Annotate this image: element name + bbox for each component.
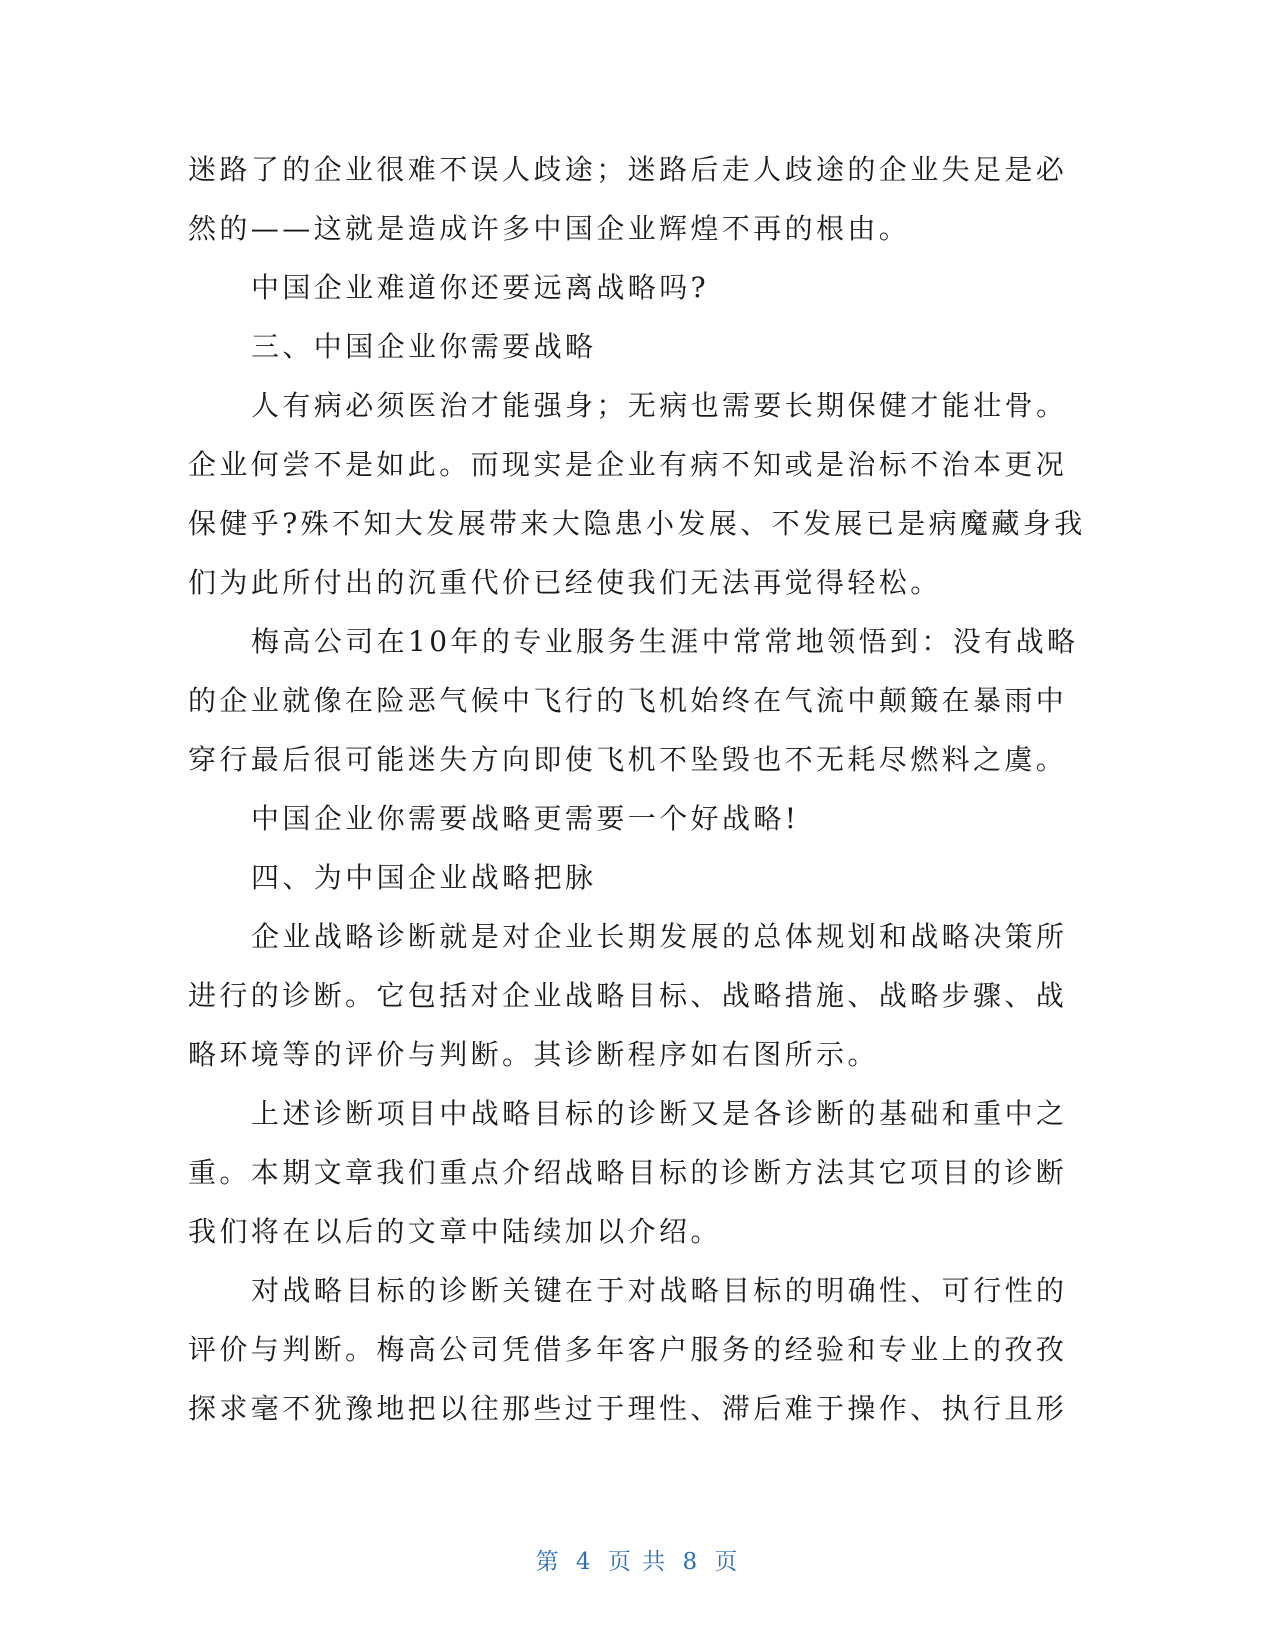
current-page-number: 4 <box>575 1549 593 1575</box>
text-line: 保健乎?殊不知大发展带来大隐患小发展、不发展已是病魔藏身我 <box>188 507 1086 540</box>
total-pages-number: 8 <box>682 1549 700 1575</box>
text-line: 人有病必须医治才能强身；无病也需要长期保健才能壮骨。 <box>251 389 1068 422</box>
text-line: 上述诊断项目中战略目标的诊断又是各诊断的基础和重中之 <box>251 1097 1068 1130</box>
text-line: 重。本期文章我们重点介绍战略目标的诊断方法其它项目的诊断 <box>188 1156 1068 1189</box>
section-heading: 四、为中国企业战略把脉 <box>251 861 597 894</box>
text-line: 对战略目标的诊断关键在于对战略目标的明确性、可行性的 <box>251 1274 1068 1307</box>
page-footer <box>0 1543 1275 1576</box>
text-line: 企业何尝不是如此。而现实是企业有病不知或是治标不治本更况 <box>188 448 1068 481</box>
text-line: 评价与判断。梅高公司凭借多年客户服务的经验和专业上的孜孜 <box>188 1333 1068 1366</box>
text-line: 企业战略诊断就是对企业长期发展的总体规划和战略决策所 <box>251 920 1068 953</box>
text-line: 探求毫不犹豫地把以往那些过于理性、滞后难于操作、执行且形 <box>188 1392 1068 1425</box>
text-line: 中国企业你需要战略更需要一个好战略! <box>251 802 800 835</box>
text-line: 穿行最后很可能迷失方向即使飞机不坠毁也不无耗尽燃料之虞。 <box>188 743 1068 776</box>
footer-middle: 页 共 <box>607 1549 668 1575</box>
text-line: 我们将在以后的文章中陆续加以介绍。 <box>188 1215 722 1248</box>
text-line: 略环境等的评价与判断。其诊断程序如右图所示。 <box>188 1038 879 1071</box>
body-text <box>188 140 1088 1438</box>
footer-suffix: 页 <box>714 1549 740 1575</box>
text-line: 中国企业难道你还要远离战略吗? <box>251 271 710 304</box>
footer-prefix: 第 <box>535 1549 561 1575</box>
text-line: 梅高公司在10年的专业服务生涯中常常地领悟到：没有战略 <box>251 625 1079 658</box>
text-line: 然的——这就是造成许多中国企业辉煌不再的根由。 <box>188 212 911 245</box>
section-heading: 三、中国企业你需要战略 <box>251 330 597 363</box>
text-line: 进行的诊断。它包括对企业战略目标、战略措施、战略步骤、战 <box>188 979 1068 1012</box>
text-line: 迷路了的企业很难不误人歧途；迷路后走人歧途的企业失足是必 <box>188 153 1068 186</box>
text-line: 的企业就像在险恶气候中飞行的飞机始终在气流中颠簸在暴雨中 <box>188 684 1068 717</box>
text-line: 们为此所付出的沉重代价已经使我们无法再觉得轻松。 <box>188 566 942 599</box>
